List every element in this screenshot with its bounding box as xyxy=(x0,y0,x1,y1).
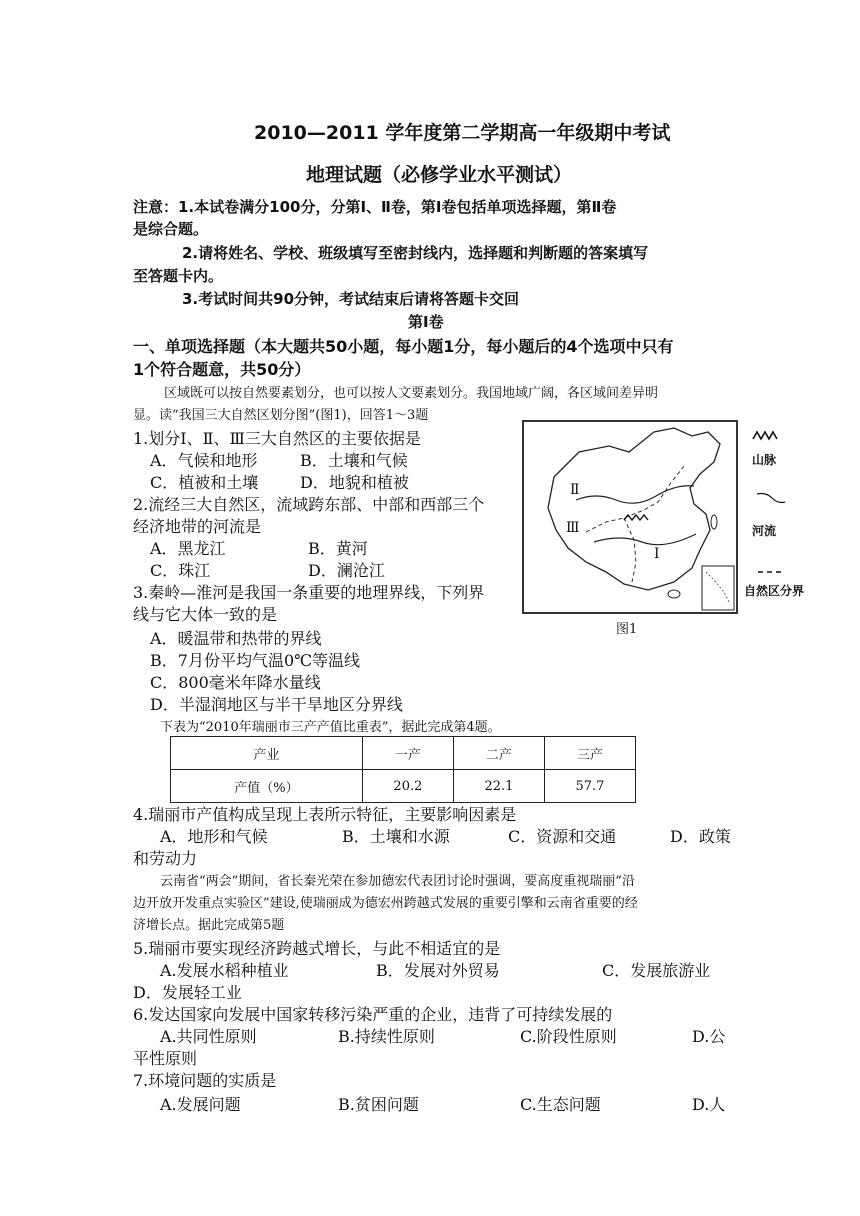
question-2-option-b: B．黄河 xyxy=(308,539,368,558)
question-1-option-b: B．土壤和气候 xyxy=(300,451,408,470)
intro5-line-3: 济增长点。据此完成第5题 xyxy=(133,918,285,933)
question-4-option-d: D．政策 xyxy=(670,827,731,846)
intro5-line-2: 边开放开发重点实验区”建设,使瑞丽成为德宏州跨越式发展的重要引擎和云南省重要的经 xyxy=(133,896,638,911)
question-7-stem: 7.环境问题的实质是 xyxy=(133,1071,277,1090)
question-5-option-b: B．发展对外贸易 xyxy=(376,961,500,980)
question-3-option-b: B．7月份平均气温0℃等温线 xyxy=(150,651,361,670)
note-line-2: 2.请将姓名、学校、班级填写至密封线内，选择题和判断题的答案填写 xyxy=(182,244,649,262)
volume-heading: 第Ⅰ卷 xyxy=(408,313,444,331)
note-line-3: 3.考试时间共90分钟，考试结束后请将答题卡交回 xyxy=(182,290,520,308)
question-7-option-c: C.生态问题 xyxy=(520,1095,601,1114)
intro-text-line-2: 显。读“我国三大自然区划分图”(图1)，回答1～3题 xyxy=(133,408,429,423)
question-3-stem-line-2: 线与它大体一致的是 xyxy=(133,605,278,624)
region-label-2: Ⅱ xyxy=(570,482,580,498)
region-label-3: Ⅲ xyxy=(566,520,580,536)
legend-mountain-label: 山脉 xyxy=(752,453,777,467)
river-legend-icon xyxy=(756,490,786,510)
note-line-1: 注意：1.本试卷满分100分，分第Ⅰ、Ⅱ卷，第Ⅰ卷包括单项选择题，第Ⅱ卷 xyxy=(133,198,617,216)
question-2-option-a: A．黑龙江 xyxy=(150,539,226,558)
question-2-option-d: D．澜沧江 xyxy=(308,561,385,580)
mountain-legend-icon xyxy=(752,426,782,445)
question-5-stem: 5.瑞丽市要实现经济跨越式增长，与此不相适宜的是 xyxy=(133,939,501,958)
table-cell: 57.7 xyxy=(544,770,635,803)
figure-1-map xyxy=(522,420,738,614)
table-header-cell: 产业 xyxy=(171,737,363,770)
table-cell: 产值（%） xyxy=(171,770,363,803)
question-4-option-b: B．土壤和水源 xyxy=(342,827,450,846)
question-6-option-d-cont: 平性原则 xyxy=(133,1049,198,1068)
question-6-option-a: A.共同性原则 xyxy=(160,1027,257,1046)
exam-subtitle: 地理试题（必修学业水平测试） xyxy=(306,164,573,186)
question-5-option-d: D．发展轻工业 xyxy=(133,983,242,1002)
boundary-legend-icon xyxy=(758,560,782,579)
question-5-option-c: C．发展旅游业 xyxy=(602,961,711,980)
part-heading-line-1: 一、单项选择题（本大题共50小题，每小题1分，每小题后的4个选项中只有 xyxy=(133,337,674,356)
industry-output-table xyxy=(170,736,636,803)
question-3-option-a: A．暖温带和热带的界线 xyxy=(150,629,322,648)
question-6-option-b: B.持续性原则 xyxy=(338,1027,435,1046)
question-1-option-c: C．植被和土壤 xyxy=(150,473,259,492)
part-heading-line-2: 1个符合题意，共50分） xyxy=(133,360,311,379)
table-cell: 22.1 xyxy=(453,770,544,803)
table-header-cell: 二产 xyxy=(453,737,544,770)
question-6-stem: 6.发达国家向发展中国家转移污染严重的企业，违背了可持续发展的 xyxy=(133,1005,613,1024)
table-header-cell: 一产 xyxy=(362,737,453,770)
intro-text-line-1: 区域既可以按自然要素划分，也可以按人文要素划分。我国地域广阔，各区域间差异明 xyxy=(164,386,659,401)
question-7-option-a: A.发展问题 xyxy=(160,1095,241,1114)
figure-1-caption: 图1 xyxy=(616,622,638,637)
question-6-option-d: D.公 xyxy=(692,1027,726,1046)
question-7-option-d: D.人 xyxy=(692,1095,726,1114)
region-label-1: Ⅰ xyxy=(654,546,660,562)
question-1-option-a: A．气候和地形 xyxy=(150,451,258,470)
question-3-option-d: D．半湿润地区与半干旱地区分界线 xyxy=(150,695,403,714)
question-3-stem-line-1: 3.秦岭—淮河是我国一条重要的地理界线，下列界 xyxy=(133,583,485,602)
china-map-outline xyxy=(524,422,736,612)
table-header-cell: 三产 xyxy=(544,737,635,770)
question-1-option-d: D．地貌和植被 xyxy=(300,473,409,492)
question-3-option-c: C．800毫米年降水量线 xyxy=(150,673,321,692)
question-1-stem: 1.划分Ⅰ、Ⅱ、Ⅲ三大自然区的主要依据是 xyxy=(133,429,421,448)
note-line-2b: 至答题卡内。 xyxy=(133,267,224,285)
question-4-option-d-cont: 和劳动力 xyxy=(133,849,198,868)
question-7-option-b: B.贫困问题 xyxy=(338,1095,419,1114)
table-header-row xyxy=(171,737,636,770)
question-6-option-c: C.阶段性原则 xyxy=(520,1027,617,1046)
question-5-option-a: A.发展水稻种植业 xyxy=(160,961,289,980)
legend-boundary-label: 自然区分界 xyxy=(744,584,805,598)
question-2-stem-line-2: 经济地带的河流是 xyxy=(133,517,262,536)
table-intro: 下表为“2010年瑞丽市三产产值比重表”，据此完成第4题。 xyxy=(160,720,501,735)
question-4-option-c: C．资源和交通 xyxy=(508,827,617,846)
question-4-stem: 4.瑞丽市产值构成呈现上表所示特征，主要影响因素是 xyxy=(133,805,517,824)
exam-title: 2010—2011 学年度第二学期高一年级期中考试 xyxy=(254,122,671,144)
question-4-option-a: A．地形和气候 xyxy=(160,827,268,846)
legend-river-label: 河流 xyxy=(752,524,777,538)
note-line-1b: 是综合题。 xyxy=(133,220,209,238)
question-2-stem-line-1: 2.流经三大自然区，流域跨东部、中部和西部三个 xyxy=(133,495,485,514)
intro5-line-1: 云南省“两会”期间，省长秦光荣在参加德宏代表团讨论时强调，要高度重视瑞丽“沿 xyxy=(160,874,635,889)
question-2-option-c: C．珠江 xyxy=(150,561,211,580)
table-cell: 20.2 xyxy=(362,770,453,803)
table-row xyxy=(171,770,636,803)
